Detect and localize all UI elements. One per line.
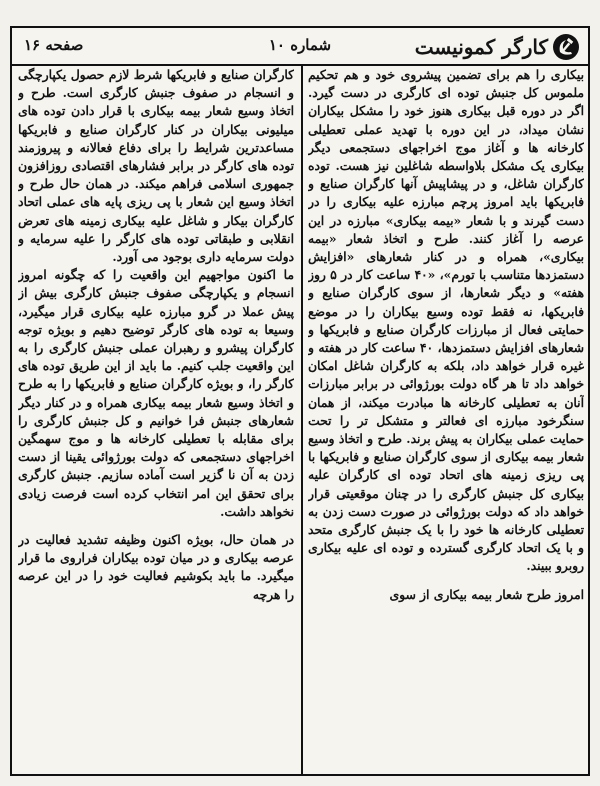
article-column-left xyxy=(18,66,294,770)
masthead-title: کارگر کمونیست xyxy=(414,35,548,59)
newspaper-page xyxy=(10,26,590,776)
column-divider xyxy=(301,66,303,774)
paragraph: کارگران صنایع و فابریکها شرط لازم حصول یکپارچگی و انسجام در صفوف جنبش کارگری است. طرح و اتخاذ وسیع شعار بیمه بیکاری با قرار دادن توده های میلیونی بیکاران در کنار کارگران صنایع و فابریکها مساعدترین شرایط را برای دفاع فعالانه و پیروزمند توده های کارگر در برابر فشارهای اقتصادی روزافزون جمهوری اسلامی فراهم میکند. در همان حال طرح و اتخاذ وسیع این شعار با پی ریزی پایه های عملی اتحاد کارگران بیکار و شاغل علیه بیکاری زمینه های تعرض انقلابی و طبقاتی توده های کارگر را علیه سرمایه و دولت سرمایه داری بوجود می آورد. xyxy=(18,67,294,265)
paragraph: در همان حال، بویژه اکنون وظیفه تشدید فعالیت در عرصه بیکاری و در میان توده بیکاران فراروی ما قرار میگیرد. ما باید بکوشیم فعالیت خود را در این عرصه را هرچه xyxy=(18,532,294,602)
masthead xyxy=(415,32,580,62)
article-column-right xyxy=(308,66,584,770)
hammer-sickle-icon xyxy=(552,33,580,61)
paragraph: امروز طرح شعار بیمه بیکاری از سوی xyxy=(389,586,584,602)
paragraph: بیکاری را هم برای تضمین پیشروی خود و هم تحکیم ملموس کل جنبش توده ای کارگری در دست گیرد. اگر در دوره قبل بیکاری هنوز خود را مشکل بیکاران نشان میداد، در این دوره با تهدید عملی تعطیلی کارخانه ها و آغاز موج اخراجهای دستجمعی دیگر بیکاری یک مشکل بلاواسطه شاغلین نیز هست. توده کارگران شاغل، و در پیشاپیش آنها کارگران صنایع و فابریکها باید امروز پرچم مبارزه علیه بیکاری را در دست گیرند و با شعار «بیمه بیکاری» مبارزه در این عرصه را آغاز کنند. طرح و اتخاذ شعار «بیمه بیکاری»، همراه و در کنار شعارهای «افزایش دستمزدها متناسب با تورم»، «۴۰ ساعت کار در ۵ روز هفته» و دیگر شعارها، از سوی کارگران صنایع و فابریکها، نه فقط توده وسیع بیکاران را در موضع حمایتی فعال از مبارزات کارگران صنایع و فابریکها و شعارهای افزایش دستمزدها، ۴۰ ساعت کار در هفته و غیره قرار خواهد داد، بلکه به کارگران شاغل امکان خواهد داد تا هر گاه دولت بورژوائی در برابر مبارزات آنان به تعطیلی کارخانه ها مبادرت میکند، از همان سنگرخود مبارزه ای فعالتر و متشکل تر را تحت حمایت عملی بیکاران به پیش برند. طرح و اتخاذ وسیع شعار بیمه بیکاری از سوی کارگران صنایع و فابریکها با پی ریزی زمینه های اتحاد توده ای کارگران علیه بیکاری کل جنبش کارگری را در چنان موقعیتی قرار خواهد داد که دولت بورژوائی در صورت دست زدن به تعطیلی کارخانه ها خود را با یک جنبش کارگری متحد و با یک اتحاد کارگری گسترده و توده ای علیه بیکاری روبرو ببیند. xyxy=(308,67,584,574)
paragraph: ما اکنون مواجهیم این واقعیت را که چگونه امروز انسجام و یکپارچگی صفوف جنبش کارگری بیش از پیش عملا در گرو مبارزه علیه بیکاری قرار میگیرد، وسیعا به توده های کارگر توضیح دهیم و بویژه توجه کارگران پیشرو و رهبران عملی جنبش کارگری را به این واقعیت جلب کنیم. ما باید از این طریق توده های کارگر را، و بویژه کارگران صنایع و فابریکها را به طرح و اتخاذ وسیع شعار بیمه بیکاری همراه و در کنار دیگر شعارهای جنبش فرا خوانیم و کل جنبش کارگری را برای مقابله با تعطیلی کارخانه ها و موج سهمگین اخراجهای دستجمعی که دولت بورژوائی یقینا از دست زدن به آن نا گزیر است آماده سازیم. جنبش کارگری برای تحقق این امر انتخاب کرده است فرصت زیادی نخواهد داشت. xyxy=(18,267,294,519)
page-number: صفحه ۱۶ xyxy=(24,36,84,54)
page-header xyxy=(12,28,588,66)
issue-number: شماره ۱۰ xyxy=(268,36,332,54)
